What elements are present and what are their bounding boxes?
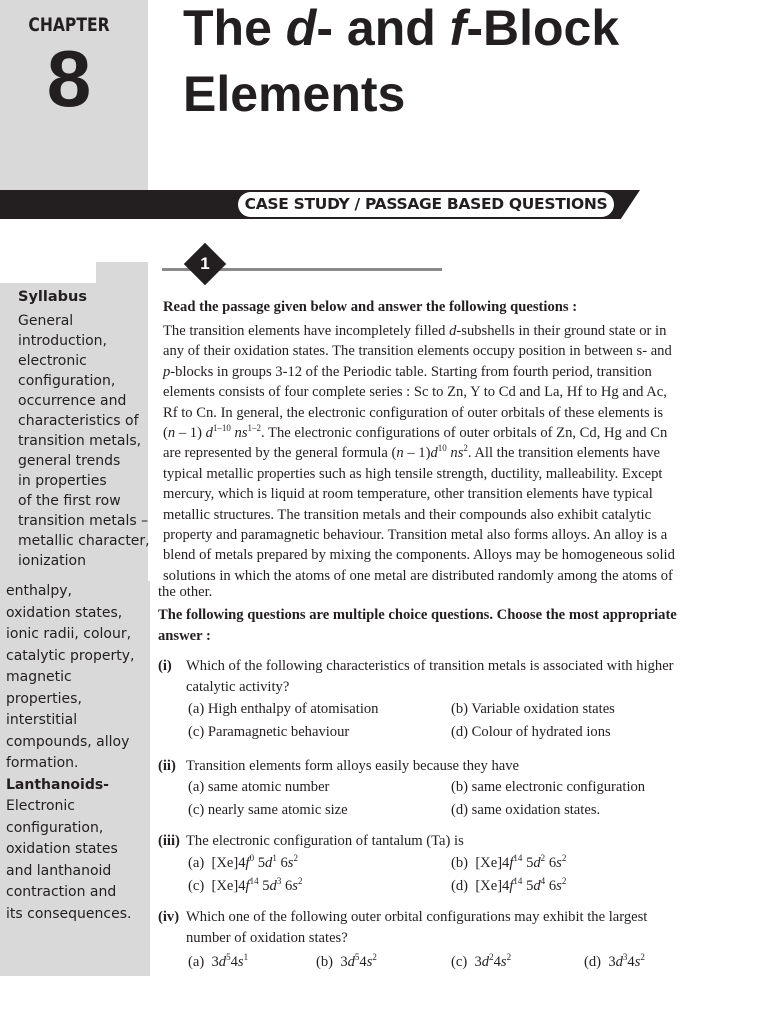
- option-a[interactable]: (a) High enthalpy of atomisation: [188, 701, 379, 717]
- option-a[interactable]: (a) $3d^54s^1$: [188, 952, 249, 970]
- question-text: Which one of the following outer orbital configurations may exhibit the largest: [186, 909, 648, 925]
- question-number: 1: [200, 254, 210, 273]
- syllabus-line: oxidation states,: [6, 604, 123, 621]
- question-iv: [158, 907, 647, 928]
- question-ii: [158, 756, 519, 777]
- passage-line: metallic structures. The transition metals and their compounds also exhibit catalytic: [163, 506, 652, 523]
- option-d[interactable]: (d) $3d^34s^2$: [584, 952, 645, 970]
- syllabus-line: electronic: [18, 353, 87, 369]
- syllabus-list: [6, 581, 134, 925]
- syllabus-line: configuration,: [18, 373, 116, 389]
- syllabus-line: characteristics of: [18, 413, 139, 429]
- question-number: (ii): [158, 758, 176, 774]
- option-b[interactable]: (b) $3d^54s^2$: [316, 952, 377, 970]
- question-number: (i): [158, 658, 172, 674]
- syllabus-line: its consequences.: [6, 905, 132, 922]
- lanthanoids-heading: Lanthanoids-: [6, 776, 109, 793]
- syllabus-line: oxidation states: [6, 841, 118, 857]
- chapter-label: CHAPTER: [28, 14, 110, 36]
- passage-line: mercury, which is liquid at room temperature, other transition elements have typical: [163, 486, 653, 503]
- syllabus-line: magnetic: [6, 669, 72, 685]
- syllabus-line: properties,: [6, 690, 82, 707]
- mcq-instruction-line: The following questions are multiple choice questions. Choose the most appropriate: [158, 607, 677, 623]
- chapter-title-line-2: Elements: [183, 66, 406, 122]
- syllabus-line: configuration,: [6, 819, 104, 836]
- question-text-continued: number of oxidation states?: [186, 930, 348, 946]
- option-d[interactable]: (d) same oxidation states.: [451, 802, 601, 818]
- option-b[interactable]: (b) Variable oxidation states: [451, 701, 615, 717]
- title-text: - and: [316, 0, 450, 56]
- passage-line: elements consists of four complete series : Sc to Zn, Y to Cd and La, Hf to Hg and Ac,: [163, 384, 667, 401]
- question-iii: [158, 831, 464, 852]
- passage-line: are represented by the general formula $(n - 1)d^{10}$ $ns^2$. All the transition elements have: [163, 443, 660, 462]
- syllabus-line: interstitial: [6, 712, 78, 728]
- syllabus-line: of the first row: [18, 493, 121, 509]
- passage-line: typical metallic properties such as high tensile strength, ductility, malleability. Except: [163, 465, 663, 482]
- option-a[interactable]: (a) $[Xe]4f^0$ $5d^1$ $6s^2$: [188, 853, 298, 871]
- passage-line: solutions in which the atoms of one metal are distributed randomly among the atoms of: [163, 567, 673, 584]
- passage-line: (n – 1) $d^{1-10}$ $ns^{1-2}$. The electronic configurations of outer orbitals of Zn, Cd, Hg and Cn: [163, 423, 668, 442]
- syllabus-line: Electronic: [6, 798, 76, 814]
- title-text: d: [285, 0, 317, 56]
- question-text: The electronic configuration of tantalum (Ta) is: [186, 833, 464, 849]
- chapter-number: 8: [46, 34, 92, 123]
- passage-line: blend of metals prepared by mixing the components. Alloys may be homogeneous solid: [163, 547, 675, 564]
- passage-line: Rf to Cn. In general, the electronic configuration of outer orbitals of these elements is: [163, 404, 664, 421]
- syllabus-line: occurrence and: [18, 393, 127, 409]
- option-b[interactable]: (b) $[Xe]4f^{14}$ $5d^2$ $6s^2$: [451, 853, 567, 871]
- syllabus-line: transition metals,: [18, 433, 142, 449]
- question-text: Which of the following characteristics of transition metals is associated with higher: [186, 658, 674, 674]
- syllabus-line: ionic radii, colour,: [6, 626, 132, 642]
- syllabus-line: and lanthanoid: [6, 862, 112, 879]
- title-text: The: [183, 0, 286, 56]
- syllabus-line: catalytic property,: [6, 647, 135, 664]
- question-text-continued: catalytic activity?: [186, 679, 290, 695]
- syllabus-list: [18, 311, 150, 571]
- option-a[interactable]: (a) same atomic number: [188, 779, 330, 795]
- syllabus-line: compounds, alloy: [6, 733, 130, 750]
- option-d[interactable]: (d) $[Xe]4f^{14}$ $5d^4$ $6s^2$: [451, 876, 567, 894]
- syllabus-line: transition metals –: [18, 513, 149, 529]
- option-c[interactable]: (c) nearly same atomic size: [188, 802, 348, 818]
- question-number: (iii): [158, 833, 180, 849]
- option-c[interactable]: (c) $[Xe]4f^{14}$ $5d^3$ $6s^2$: [188, 876, 303, 894]
- option-c[interactable]: (c) Paramagnetic behaviour: [188, 724, 350, 740]
- syllabus-line: in properties: [18, 473, 107, 489]
- title-text: f: [449, 0, 467, 56]
- passage-text: [163, 321, 703, 586]
- syllabus-heading: Syllabus: [18, 289, 87, 305]
- passage-line: the other.: [158, 584, 213, 600]
- syllabus-line: introduction,: [18, 333, 107, 349]
- question-number: (iv): [158, 909, 180, 925]
- syllabus-line: contraction and: [6, 884, 117, 900]
- mcq-instruction-line: answer :: [158, 628, 211, 644]
- syllabus-line: general trends: [18, 453, 121, 469]
- option-b[interactable]: (b) same electronic configuration: [451, 779, 646, 795]
- option-c[interactable]: (c) $3d^24s^2$: [451, 952, 512, 970]
- syllabus-line: enthalpy,: [6, 583, 72, 599]
- title-text: -Block: [466, 0, 620, 56]
- syllabus-line: formation.: [6, 755, 79, 771]
- mcq-instruction: [158, 605, 738, 647]
- passage-line: p-blocks in groups 3-12 of the Periodic table. Starting from fourth period, transition: [163, 363, 652, 380]
- syllabus-line: ionization: [18, 553, 86, 569]
- passage-line: The transition elements have incompletely filled d-subshells in their ground state or in: [163, 323, 667, 339]
- section-banner-title: CASE STUDY / PASSAGE BASED QUESTIONS: [244, 195, 608, 213]
- passage-line: property and paramagnetic behaviour. Transition metal also forms alloys. An alloy is a: [163, 527, 668, 544]
- syllabus-line: metallic character,: [18, 533, 150, 549]
- syllabus-line: General: [18, 313, 74, 329]
- passage-line: any of their oxidation states. The transition elements occupy position in between s- and: [163, 343, 672, 360]
- question-text: Transition elements form alloys easily because they have: [186, 758, 520, 774]
- chapter-title: [183, 0, 619, 56]
- question-i: [158, 656, 674, 677]
- passage-instruction: Read the passage given below and answer the following questions :: [163, 299, 578, 315]
- option-d[interactable]: (d) Colour of hydrated ions: [451, 724, 611, 740]
